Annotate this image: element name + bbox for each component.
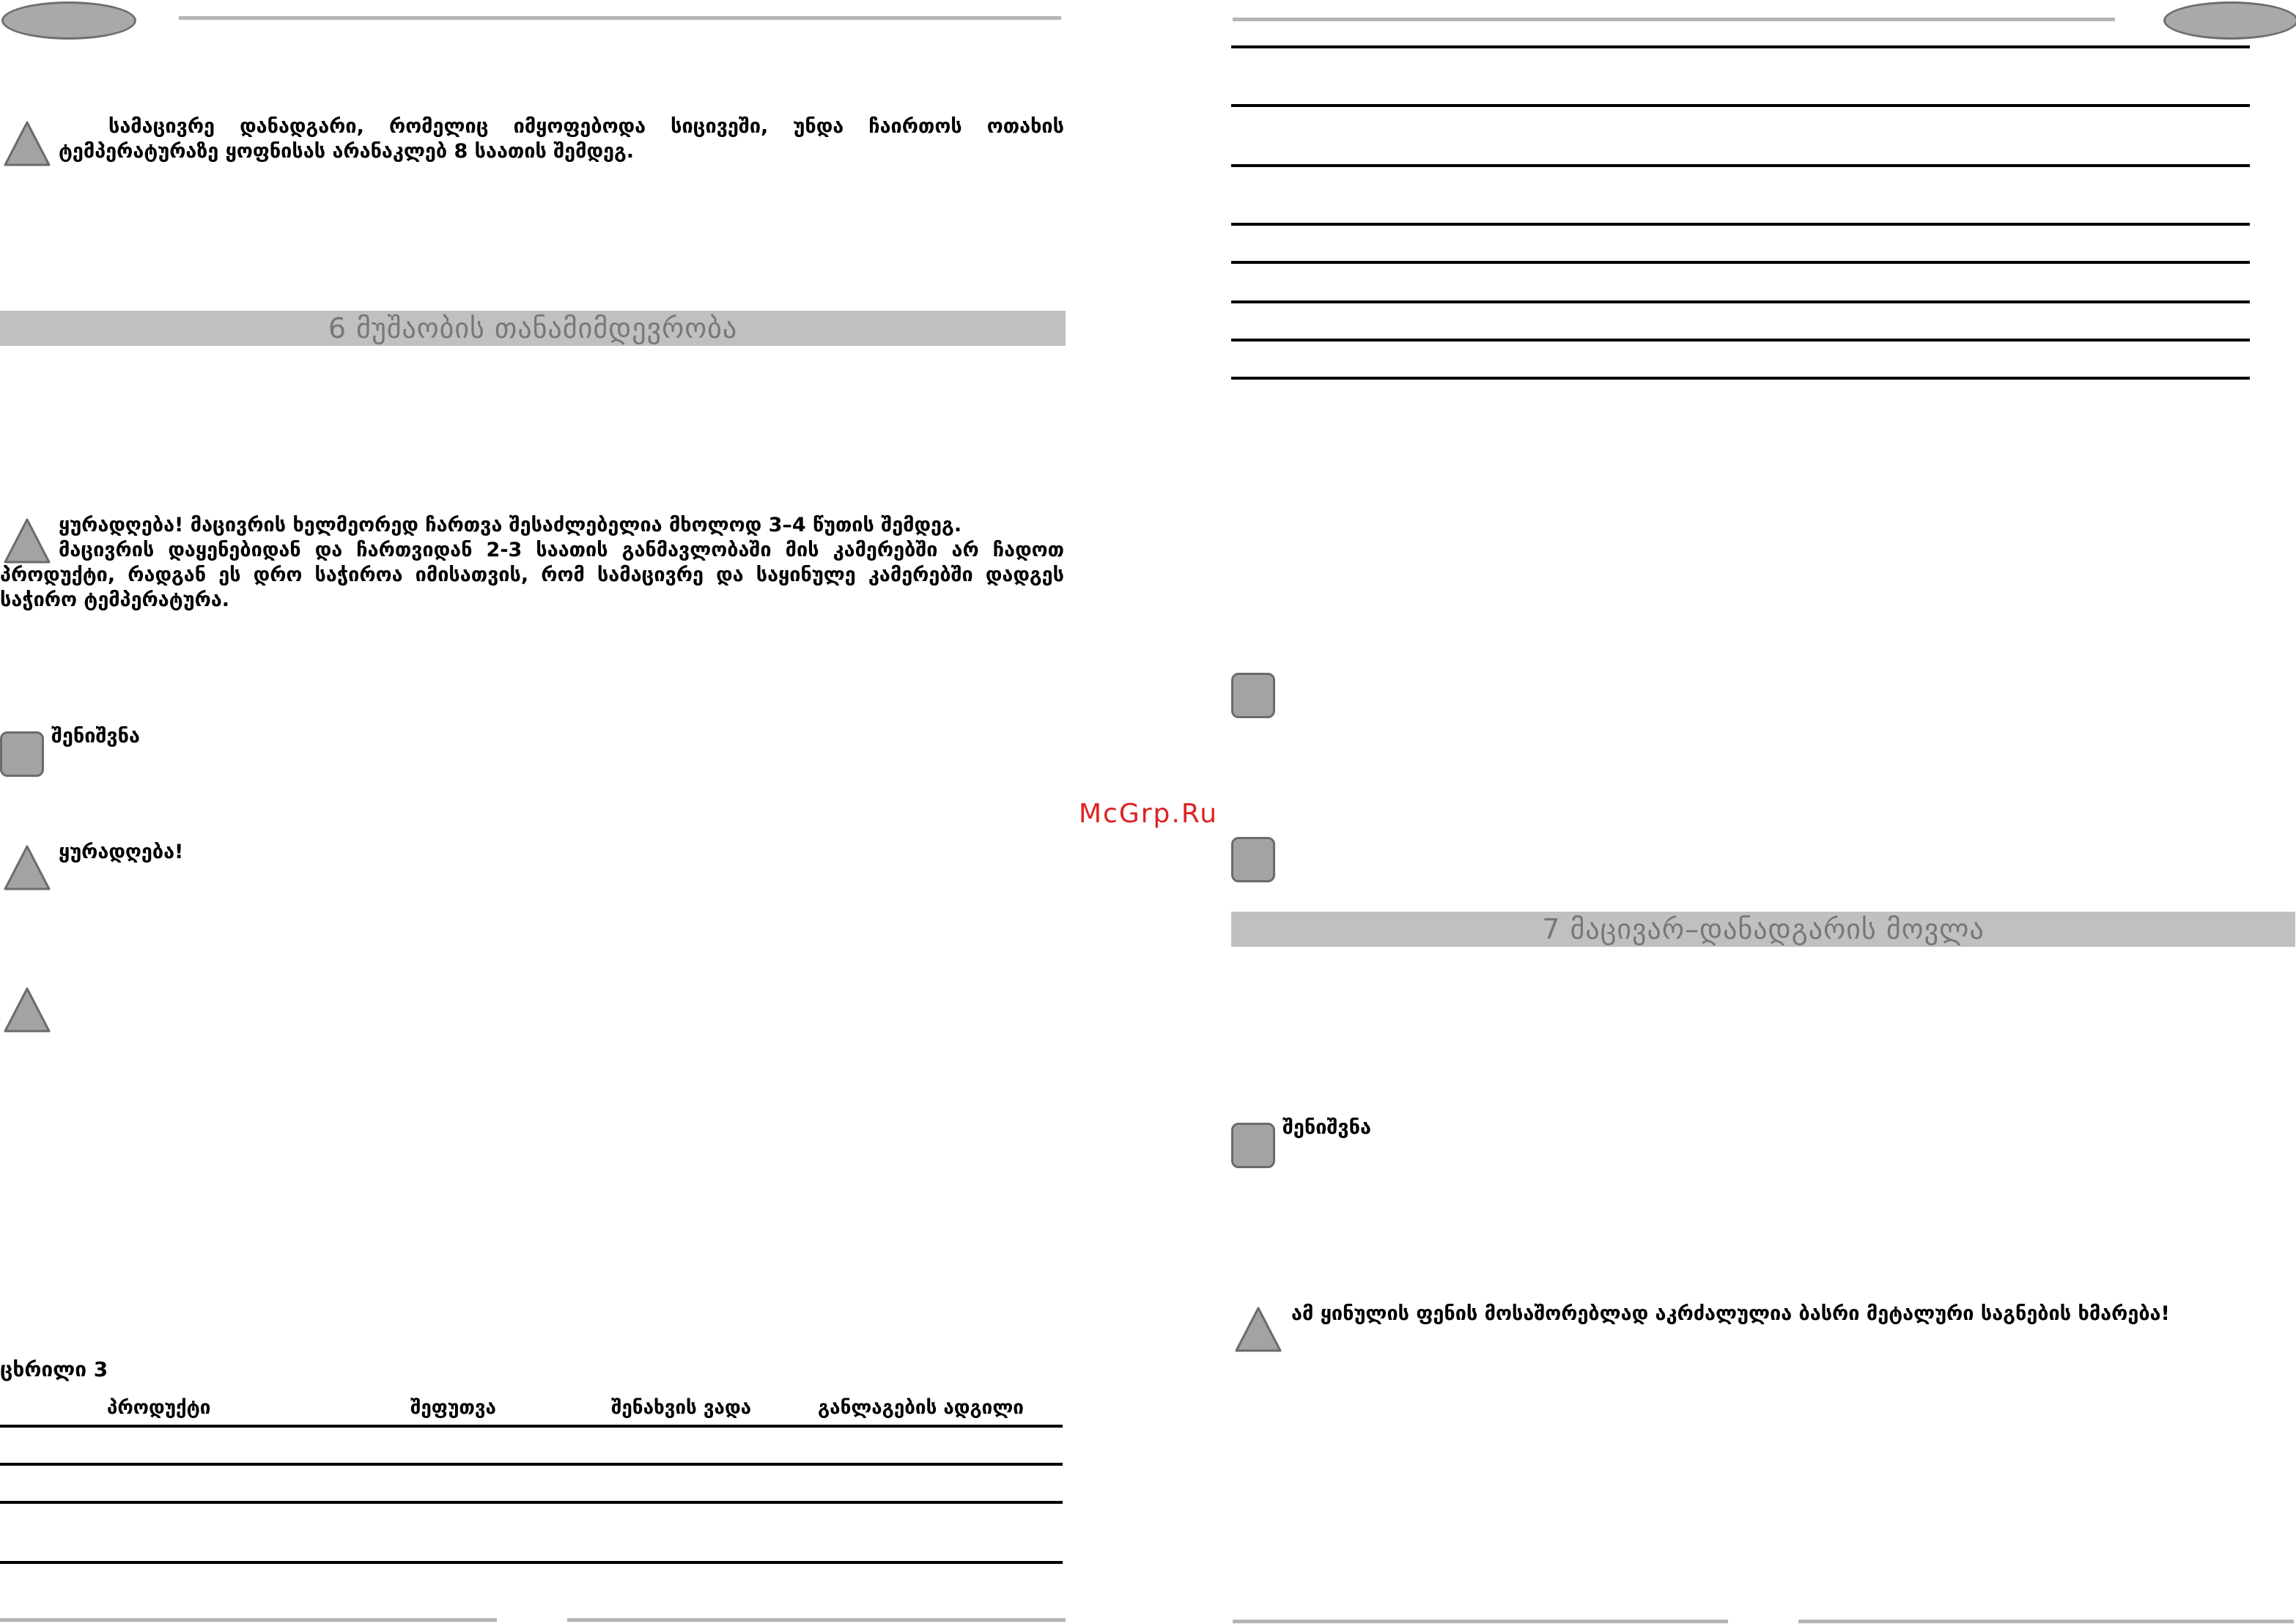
table-caption: ცხრილი 3 — [0, 1357, 108, 1381]
table-header-location: განლაგების ადგილი — [818, 1397, 1024, 1419]
table-row-rule — [1231, 377, 2250, 380]
page-badge-right — [2163, 1, 2296, 40]
table-row-rule — [1231, 164, 2250, 167]
table-header-packaging: შეფუთვა — [410, 1397, 496, 1419]
table-row-rule — [1231, 45, 2250, 48]
header-rule-right — [1233, 18, 2115, 21]
watermark: McGrp.Ru — [1079, 799, 1219, 829]
note-icon — [1231, 837, 1275, 882]
table-row-rule — [1231, 261, 2250, 264]
warning-text-loading: მაცივრის დაყენებიდან და ჩართვიდან 2-3 საათის განმავლობაში მის კამერებში არ ჩადოთ პროდუქტი, რადგან ეს დრო საჭიროა იმისათვის, რომ სამაცივრე და საყინულე კამერებში დადგეს საჭირო ტემპერატურა. — [0, 539, 1064, 611]
warning-text-ice-removal: ამ ყინულის ფენის მოსაშორებლად აკრძალულია ბასრი მეტალური საგნების ხმარება! — [1291, 1302, 2170, 1325]
note-icon — [1231, 673, 1275, 718]
note-label: შენიშვნა — [51, 725, 140, 748]
section-title-maintenance: 7 მაცივარ–დანადგარის მოვლა — [1231, 912, 2295, 947]
header-rule-left — [179, 16, 1061, 20]
table-row-rule — [0, 1463, 1063, 1466]
note-label: შენიშვნა — [1282, 1116, 1371, 1139]
warning-text-restart: ყურადღება! მაცივრის ხელმეორედ ჩართვა შესაძლებელია მხოლოდ 3–4 წუთის შემდეგ. — [59, 514, 962, 536]
footer-rule — [1233, 1620, 1728, 1623]
footer-rule — [567, 1618, 1066, 1622]
table-row-rule — [1231, 104, 2250, 107]
note-icon — [0, 731, 44, 777]
table-header-storage-period: შენახვის ვადა — [611, 1397, 752, 1419]
table-header-product: პროდუქტი — [107, 1397, 211, 1419]
table-row-rule — [1231, 223, 2250, 226]
table-row-rule — [0, 1425, 1063, 1428]
page-badge-left — [1, 1, 136, 40]
warning-label: ყურადღება! — [59, 841, 184, 863]
section-title-operation: 6 მუშაობის თანამიმდევრობა — [0, 311, 1066, 346]
table-row-rule — [0, 1561, 1063, 1564]
table-row-rule — [0, 1501, 1063, 1504]
note-icon — [1231, 1123, 1275, 1168]
footer-rule — [0, 1618, 497, 1622]
table-row-rule — [1231, 300, 2250, 303]
table-row-rule — [1231, 339, 2250, 342]
footer-rule — [1798, 1620, 2294, 1623]
warning-text-cold-start: სამაცივრე დანადგარი, რომელიც იმყოფებოდა სიცივეში, უნდა ჩაირთოს ოთახის ტემპერატურაზე ყოფნისას არანაკლებ 8 საათის შემდეგ. — [59, 115, 1064, 163]
